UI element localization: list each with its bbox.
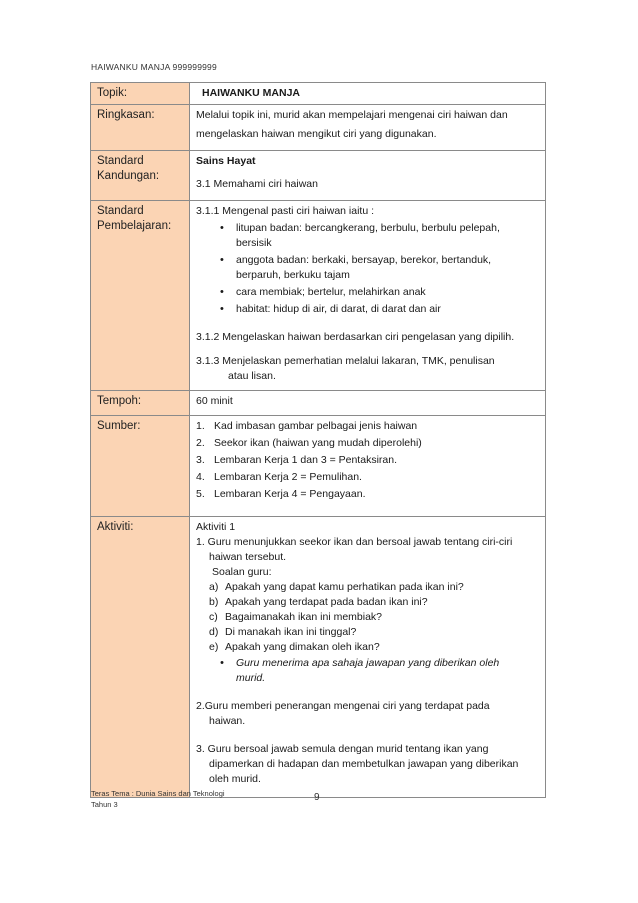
ringkasan-line-2: mengelaskan haiwan mengikut ciri yang digunakan. — [196, 128, 437, 140]
list-number: 4. — [196, 471, 205, 483]
list-text: Lembaran Kerja 2 = Pemulihan. — [214, 471, 362, 483]
footer-theme: Teras Tema : Dunia Sains dan Teknologi — [91, 789, 225, 798]
label-tempoh: Tempoh: — [91, 391, 190, 416]
question-letter: b) — [209, 596, 219, 608]
sp-bullet-text: berparuh, berkuku tajam — [236, 269, 350, 281]
question-list — [196, 580, 539, 655]
row-sumber — [91, 416, 546, 517]
document-header: HAIWANKU MANJA 999999999 — [91, 62, 217, 72]
sp-item-3-line-1: 3.1.3 Menjelaskan pemerhatian melalui lakaran, TMK, penulisan — [196, 355, 495, 367]
question-text: Apakah yang terdapat pada badan ikan ini? — [225, 596, 428, 608]
row-aktiviti — [91, 517, 546, 798]
value-standard-pembelajaran — [190, 201, 546, 391]
list-item — [196, 470, 539, 485]
note-bullet — [196, 656, 539, 686]
value-aktiviti — [190, 517, 546, 798]
value-standard-kandungan — [190, 151, 546, 201]
label-sp-line-2: Pembelajaran: — [97, 220, 172, 232]
ringkasan-line-1: Melalui topik ini, murid akan mempelajari mengenai ciri haiwan dan — [196, 109, 508, 121]
value-tempoh: 60 minit — [190, 391, 546, 416]
list-number: 2. — [196, 437, 205, 449]
label-sk-line-1: Standard — [97, 155, 144, 167]
value-topik — [190, 83, 546, 105]
list-text: Kad imbasan gambar pelbagai jenis haiwan — [214, 420, 418, 432]
sk-heading: Sains Hayat — [196, 155, 256, 167]
sk-item: 3.1 Memahami ciri haiwan — [196, 178, 318, 190]
sp-item-3-line-2: atau lisan. — [228, 370, 276, 382]
activity-step-2-line-2: haiwan. — [209, 715, 246, 727]
row-standard-kandungan — [91, 151, 546, 201]
question-item — [196, 625, 539, 640]
sp-bullet — [196, 221, 539, 251]
sp-bullet-text: • litupan badan: bercangkerang, berbulu, berbulu pelepah, — [236, 222, 500, 234]
sp-bullet — [196, 253, 539, 283]
note-text: • Guru menerima apa sahaja jawapan yang diberikan oleh — [236, 657, 500, 669]
question-letter: d) — [209, 626, 219, 638]
sp-bullet-list — [196, 221, 539, 317]
question-text: Apakah yang dimakan oleh ikan? — [225, 641, 380, 653]
activity-step-1-line-2: haiwan tersebut. — [209, 551, 287, 563]
value-ringkasan — [190, 105, 546, 151]
activity-step-3-line-3: oleh murid. — [209, 773, 261, 785]
question-item — [196, 595, 539, 610]
list-text: Seekor ikan (haiwan yang mudah diperolehi) — [214, 437, 422, 449]
page-number: 9 — [314, 792, 320, 803]
sp-bullet — [196, 302, 539, 317]
lesson-plan-table — [90, 82, 546, 798]
activity-step-2-line-1: 2.Guru memberi penerangan mengenai ciri yang terdapat pada — [196, 700, 490, 712]
sp-bullet-text: • anggota badan: berkaki, bersayap, berekor, bertanduk, — [236, 254, 492, 266]
activity-step-3-line-2: dipamerkan di hadapan dan membetulkan jawapan yang diberikan — [209, 758, 519, 770]
question-letter: e) — [209, 641, 219, 653]
list-text: Lembaran Kerja 4 = Pengayaan. — [214, 488, 366, 500]
soalan-label: Soalan guru: — [212, 566, 272, 578]
label-topik: Topik: — [91, 83, 190, 105]
question-item — [196, 610, 539, 625]
note-text: murid. — [236, 672, 266, 684]
label-standard-pembelajaran — [91, 201, 190, 391]
activity-step-3-line-1: 3. Guru bersoal jawab semula dengan murid tentang ikan yang — [196, 743, 489, 755]
sp-bullet — [196, 285, 539, 300]
list-item — [196, 453, 539, 468]
sp-bullet-text: • cara membiak; bertelur, melahirkan anak — [236, 286, 426, 298]
footer-year: Tahun 3 — [91, 800, 118, 809]
list-number: 3. — [196, 454, 205, 466]
label-sk-line-2: Kandungan: — [97, 170, 160, 182]
list-text: Lembaran Kerja 1 dan 3 = Pentaksiran. — [214, 454, 397, 466]
question-letter: a) — [209, 581, 219, 593]
sp-bullet-text: • habitat: hidup di air, di darat, di darat dan air — [236, 303, 441, 315]
question-text: Apakah yang dapat kamu perhatikan pada ikan ini? — [225, 581, 464, 593]
list-item — [196, 436, 539, 451]
sumber-list — [196, 419, 539, 502]
list-item — [196, 487, 539, 502]
row-standard-pembelajaran — [91, 201, 546, 391]
label-sp-line-1: Standard — [97, 205, 144, 217]
question-text: Bagaimanakah ikan ini membiak? — [225, 611, 383, 623]
sp-item-2: 3.1.2 Mengelaskan haiwan berdasarkan ciri pengelasan yang dipilih. — [196, 331, 515, 343]
question-letter: c) — [209, 611, 218, 623]
row-tempoh — [91, 391, 546, 416]
label-standard-kandungan — [91, 151, 190, 201]
topic-title: HAIWANKU MANJA — [202, 87, 300, 99]
label-ringkasan: Ringkasan: — [91, 105, 190, 151]
activity-step-1-line-1: 1. Guru menunjukkan seekor ikan dan bersoal jawab tentang ciri-ciri — [196, 536, 513, 548]
question-item — [196, 640, 539, 655]
row-topik — [91, 83, 546, 105]
teacher-note — [196, 656, 539, 686]
footer-info — [91, 788, 225, 810]
sp-bullet-text: bersisik — [236, 237, 272, 249]
list-number: 1. — [196, 420, 205, 432]
activity-title: Aktiviti 1 — [196, 521, 236, 533]
label-sumber: Sumber: — [91, 416, 190, 517]
list-number: 5. — [196, 488, 205, 500]
list-item — [196, 419, 539, 434]
question-item — [196, 580, 539, 595]
value-sumber — [190, 416, 546, 517]
label-aktiviti: Aktiviti: — [91, 517, 190, 798]
row-ringkasan — [91, 105, 546, 151]
sp-item-1: 3.1.1 Mengenal pasti ciri haiwan iaitu : — [196, 205, 375, 217]
question-text: Di manakah ikan ini tinggal? — [225, 626, 357, 638]
